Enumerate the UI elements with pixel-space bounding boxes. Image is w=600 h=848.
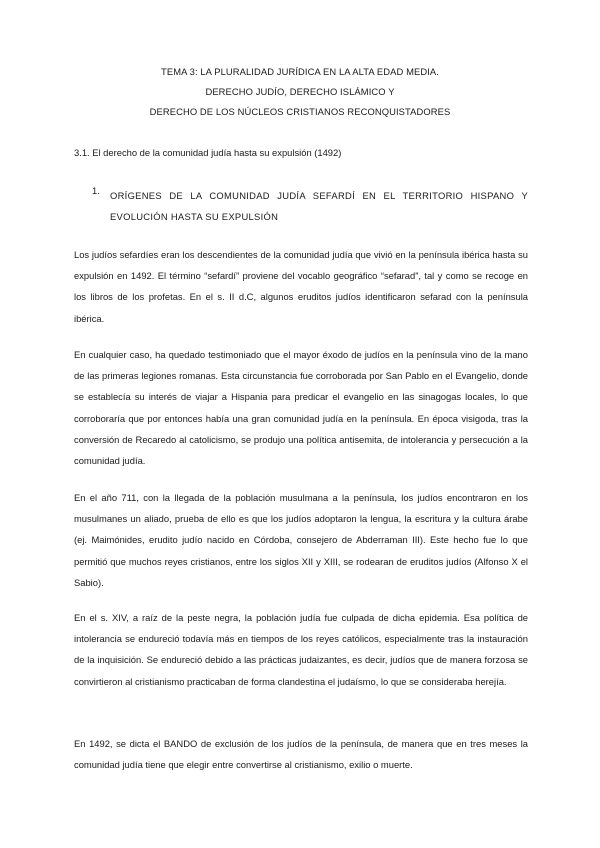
heading-number: 1. <box>92 185 100 196</box>
paragraph-exodo-romano: En cualquier caso, ha quedado testimoniado que el mayor éxodo de judíos en la península vino de la mano de las primeras legiones romanas. Esta circunstancia fue corroborada por San Pablo en el Evangelio, donde se establecía su interés de viajar a Hispania para predicar el evangelio en las sinagogas locales, lo que corroboraría que por entonces había una gran comunidad judía en la península. En época visigoda, tras la conversión de Recaredo al catolicismo, se produjo una política antisemita, de intolerancia y persecución a la comunidad judía. <box>74 349 528 467</box>
section-heading: ORÍGENES DE LA COMUNIDAD JUDÍA SEFARDÍ EN EL TERRITORIO HISPANO Y EVOLUCIÓN HASTA SU EXPULSIÓN <box>110 190 528 222</box>
paragraph-1492-bando: En 1492, se dicta el BANDO de exclusión de los judíos de la península, de manera que en tres meses la comunidad judía tiene que elegir entre convertirse al cristianismo, exilio o muerte. <box>74 738 528 771</box>
document-title-line-2: DERECHO JUDÍO, DERECHO ISLÁMICO Y <box>205 86 395 97</box>
paragraph-sefardies: Los judíos sefardíes eran los descendientes de la comunidad judía que vivió en la península ibérica hasta su expulsión en 1492. El término “sefardí” proviene del vocablo geográfico “sefarad”, tal y como se recoge en los libros de los profetas. En el s. II d.C, algunos eruditos judíos identificaron sefarad con la península ibérica. <box>74 249 528 324</box>
subsection-heading: 3.1. El derecho de la comunidad judía hasta su expulsión (1492) <box>74 147 342 158</box>
document-title-line-3: DERECHO DE LOS NÚCLEOS CRISTIANOS RECONQUISTADORES <box>149 106 451 117</box>
paragraph-ano-711: En el año 711, con la llegada de la población musulmana a la península, los judíos encontraron en los musulmanes un aliado, prueba de ello es que los judíos adoptaron la lengua, la escritura y la cultura árabe (ej. Maimónides, erudito judío nacido en Córdoba, consejero de Abderraman III). Este hecho fue lo que permitió que muchos reyes cristianos, entre los siglos XII y XIII, se rodearan de eruditos judíos (Alfonso X el Sabio). <box>74 492 528 588</box>
document-title-line-1: TEMA 3: LA PLURALIDAD JURÍDICA EN LA ALTA EDAD MEDIA. <box>161 66 439 77</box>
paragraph-siglo-xiv: En el s. XIV, a raíz de la peste negra, la población judía fue culpada de dicha epidemia. Esa política de intolerancia se endureció todavía más en tiempos de los reyes católicos, especialmente tras la instauración de la inquisición. Se endureció debido a las prácticas judaizantes, es decir, judíos que de manera forzosa se convirtieron al cristianismo practicaban de forma clandestina el judaísmo, lo que se consideraba herejía. <box>74 612 528 687</box>
